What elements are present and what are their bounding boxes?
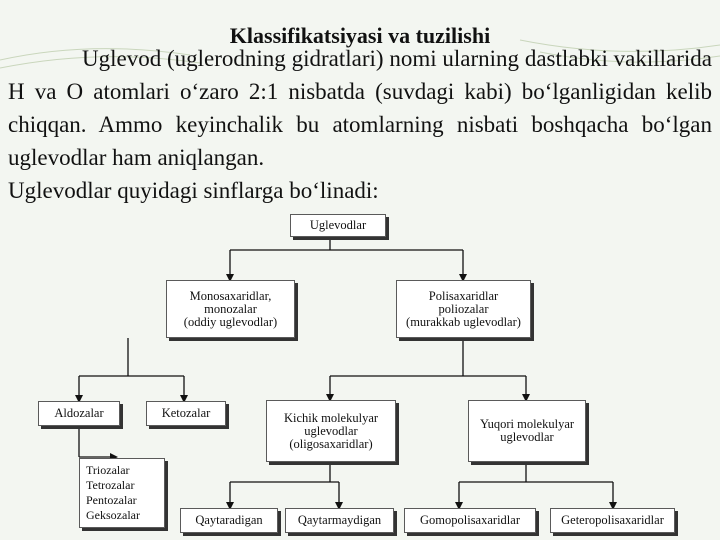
classification-lead: Uglevodlar quyidagi sinflarga bo‘linadi: xyxy=(8,178,379,203)
node-gomopolisaxaridlar: Gomopolisaxaridlar xyxy=(404,508,536,533)
node-monoza-turlari: Triozalar Tetrozalar Pentozalar Geksozalar xyxy=(79,458,165,528)
classification-diagram xyxy=(0,200,720,540)
intro-paragraph: Uglevod (uglerodning gidratlari) nomi ularning dastlabki vakillarida H va O atomlari o‘zaro 2:1 nisbatda (suvdagi kabi) bo‘lganligidan kelib chiqqan. Ammo keyinchalik bu atomlarning nisbati boshqacha bo‘lgan uglevodlar ham aniqlangan. xyxy=(8,46,712,170)
node-qaytaradigan: Qaytaradigan xyxy=(180,508,278,533)
node-polisaxaridlar: Polisaxaridlar poliozalar (murakkab uglevodlar) xyxy=(396,280,531,338)
node-geteropolisaxaridlar: Geteropolisaxaridlar xyxy=(550,508,675,533)
node-uglevodlar: Uglevodlar xyxy=(290,214,386,237)
node-qaytarmaydigan: Qaytarmaydigan xyxy=(285,508,394,533)
node-kichik-molekulyar: Kichik molekulyar uglevodlar (oligosaxaridlar) xyxy=(266,400,396,462)
node-aldozalar: Aldozalar xyxy=(38,401,120,426)
node-yuqori-molekulyar: Yuqori molekulyar uglevodlar xyxy=(468,400,586,462)
slide-title: Klassifikatsiyasi va tuzilishi xyxy=(229,22,491,48)
node-ketozalar: Ketozalar xyxy=(146,401,226,426)
node-monosaxaridlar: Monosaxaridlar, monozalar (oddiy uglevodlar) xyxy=(166,280,295,338)
